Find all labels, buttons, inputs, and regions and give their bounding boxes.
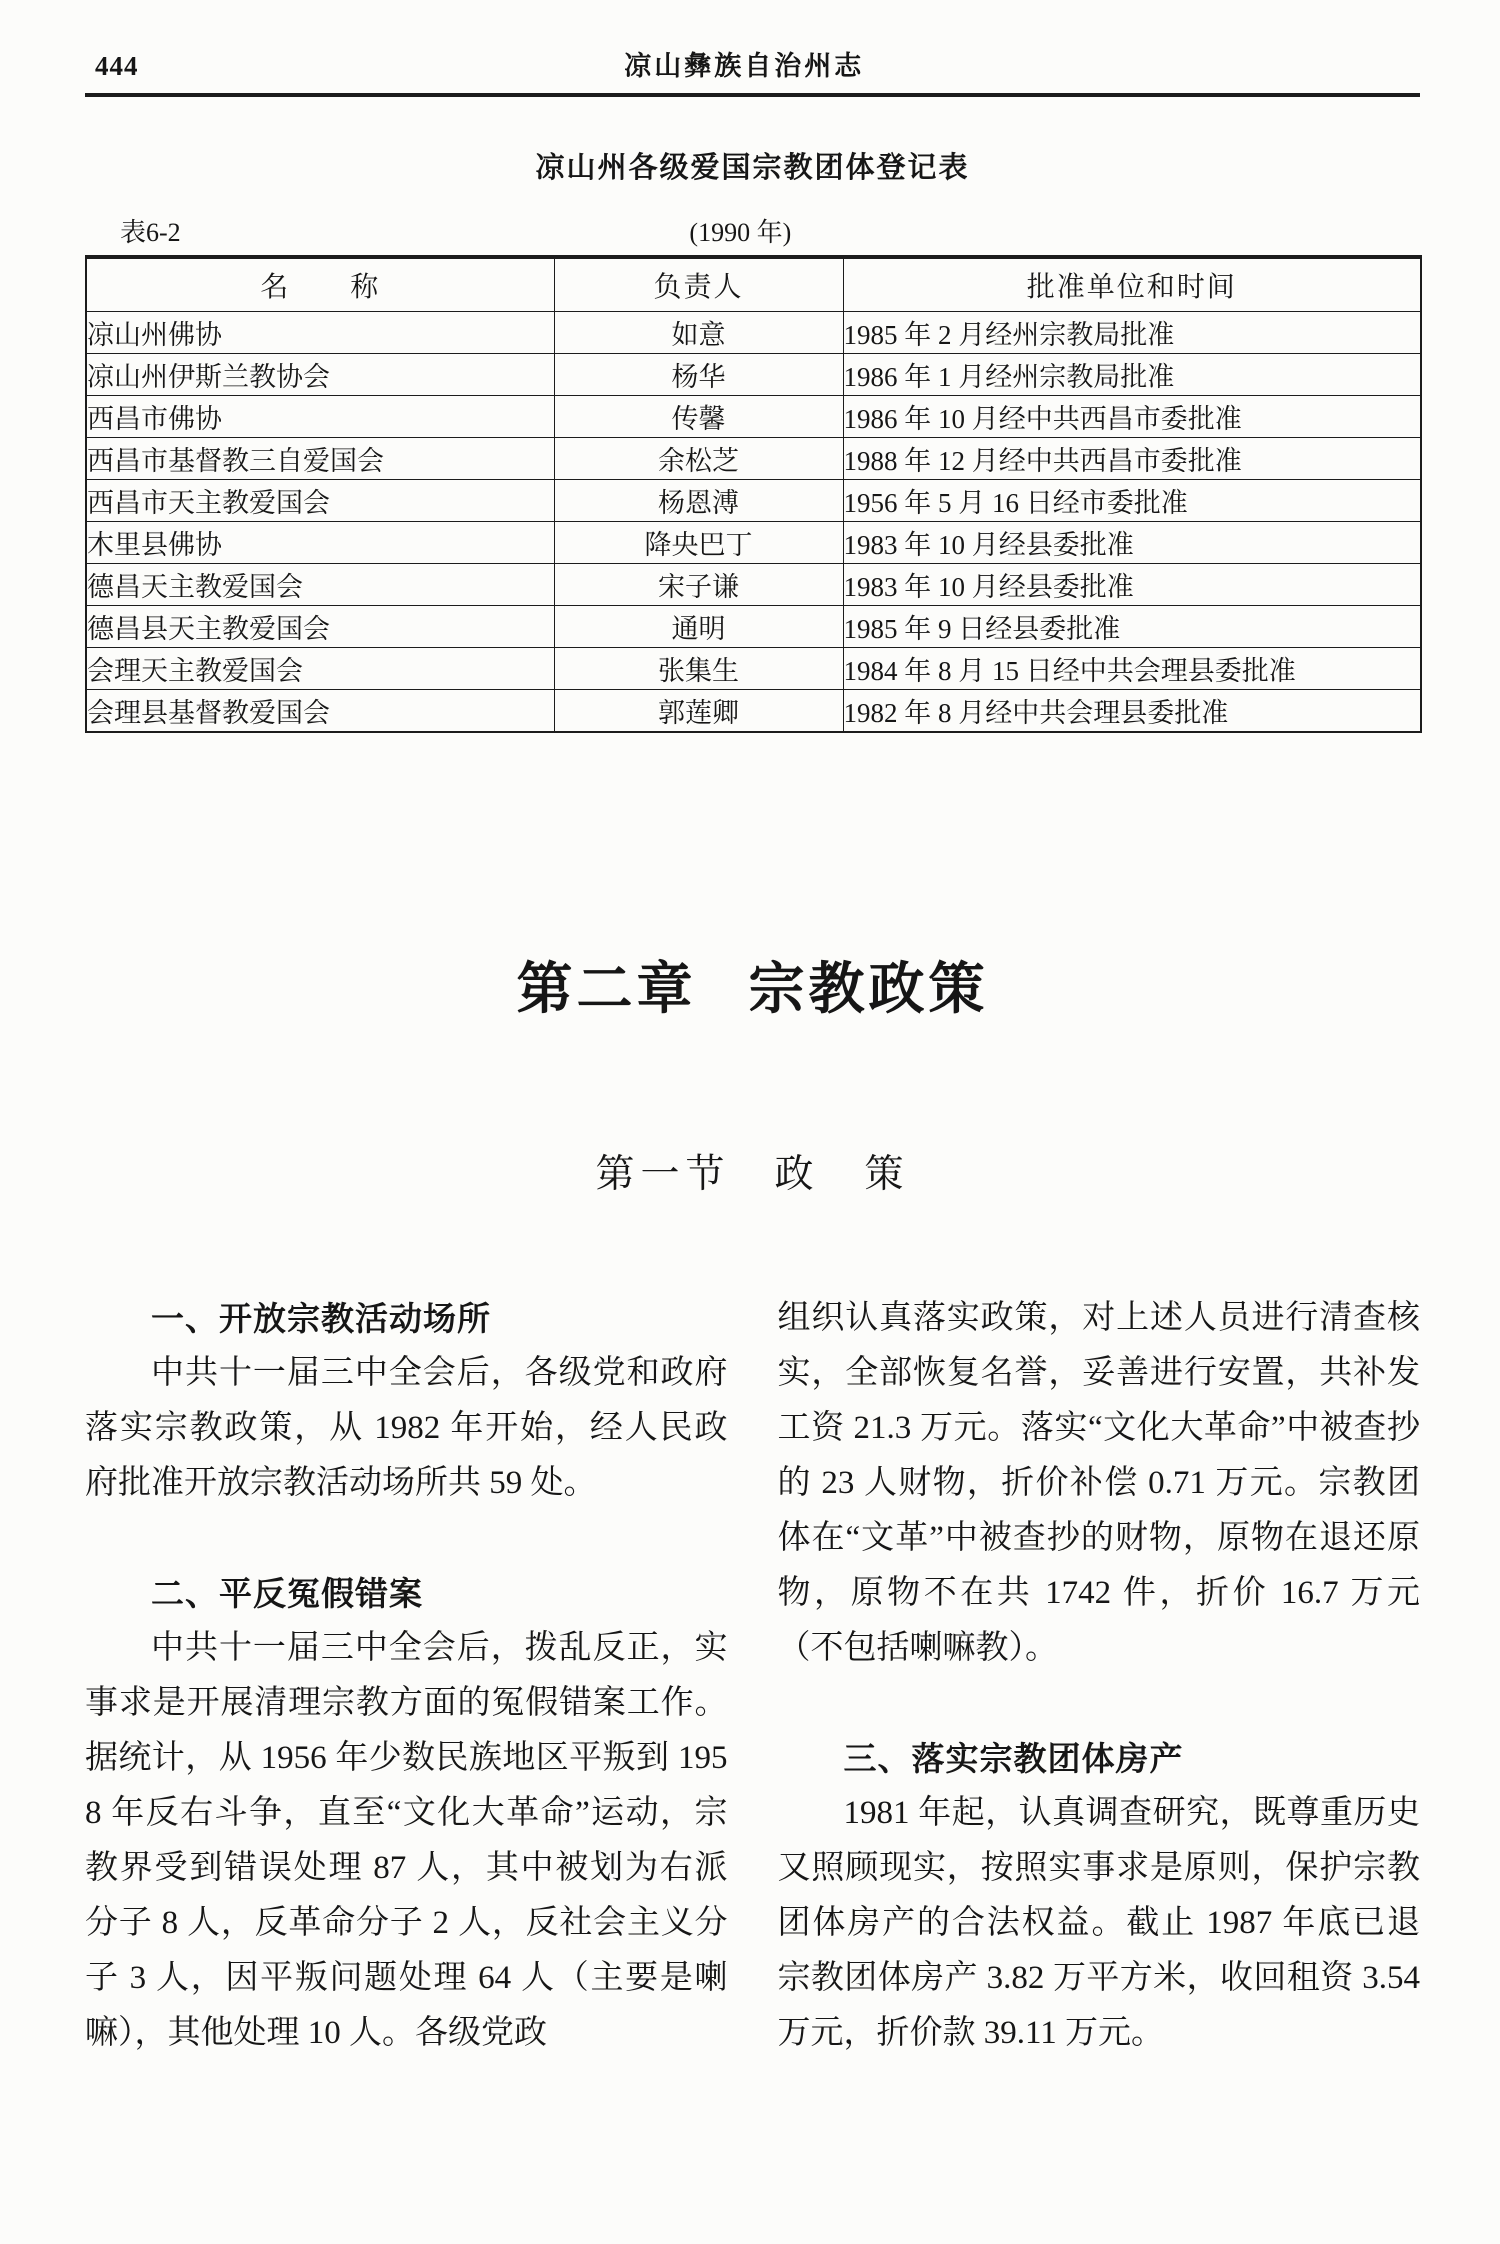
org-head: 张集生 bbox=[554, 648, 843, 690]
org-name: 凉山州佛协 bbox=[86, 312, 554, 354]
table-row bbox=[86, 690, 1421, 733]
paragraph-2-continued: 组织认真落实政策，对上述人员进行清查核实，全部恢复名誉，妥善进行安置，共补发工资 21.3 万元。落实“文化大革命”中被查抄的 23 人财物，折价补偿 0.71 万元。宗教团体在“文革”中被查抄的财物，原物在退还原物，原物不在共 1742 件，折价 16.7 万元（不包括喇嘛教）。 bbox=[777, 1300, 1420, 1666]
org-approval: 1986 年 1 月经州宗教局批准 bbox=[843, 354, 1421, 396]
table-meta bbox=[85, 212, 1420, 249]
subsection-heading-1: 一、开放宗教活动场所 bbox=[151, 1300, 491, 1337]
table-label: 表6-2 bbox=[120, 218, 181, 247]
org-name: 西昌市佛协 bbox=[86, 396, 554, 438]
org-approval: 1986 年 10 月经中共西昌市委批准 bbox=[843, 396, 1421, 438]
table-header-row bbox=[86, 257, 1421, 312]
org-name: 木里县佛协 bbox=[86, 522, 554, 564]
table-row bbox=[86, 354, 1421, 396]
org-head: 通明 bbox=[554, 606, 843, 648]
registration-table bbox=[85, 255, 1422, 733]
org-head: 降央巴丁 bbox=[554, 522, 843, 564]
section-heading bbox=[85, 1143, 1420, 1199]
table-row bbox=[86, 648, 1421, 690]
right-column bbox=[778, 1291, 1421, 2061]
paragraph-2: 中共十一届三中全会后，拨乱反正，实事求是开展清理宗教方面的冤假错案工作。据统计，从 1956 年少数民族地区平叛到 1958 年反右斗争，直至“文化大革命”运动，宗教界受到错误处理 87 人，其中被划为右派分子 8 人，反革命分子 2 人，反社会主义分子 3 人，因平叛问题处理 64 人（主要是喇嘛），其他处理 10 人。各级党政 bbox=[85, 1630, 728, 2051]
article-body bbox=[85, 1291, 1420, 2061]
org-name: 德昌天主教爱国会 bbox=[86, 564, 554, 606]
table-title: 凉山州各级爱国宗教团体登记表 bbox=[535, 152, 970, 184]
org-approval: 1983 年 10 月经县委批准 bbox=[843, 564, 1421, 606]
org-name: 会理县基督教爱国会 bbox=[86, 690, 554, 733]
org-approval: 1988 年 12 月经中共西昌市委批准 bbox=[843, 438, 1421, 480]
org-approval: 1956 年 5 月 16 日经市委批准 bbox=[843, 480, 1421, 522]
subsection-heading-2: 二、平反冤假错案 bbox=[151, 1575, 423, 1612]
org-name: 德昌县天主教爱国会 bbox=[86, 606, 554, 648]
table-row bbox=[86, 606, 1421, 648]
org-head: 传馨 bbox=[554, 396, 843, 438]
org-head: 如意 bbox=[554, 312, 843, 354]
table-row bbox=[86, 480, 1421, 522]
paragraph-3: 1981 年起，认真调查研究，既尊重历史又照顾现实，按照实事求是原则，保护宗教团体房产的合法权益。截止 1987 年底已退宗教团体房产 3.82 万平方米，收回租资 3.54 万元，折价款 39.11 万元。 bbox=[777, 1795, 1420, 2051]
paragraph-1: 中共十一届三中全会后，各级党和政府落实宗教政策，从 1982 年开始，经人民政府批准开放宗教活动场所共 59 处。 bbox=[85, 1355, 728, 1501]
org-name: 会理天主教爱国会 bbox=[86, 648, 554, 690]
table-row bbox=[86, 522, 1421, 564]
org-name: 西昌市天主教爱国会 bbox=[86, 480, 554, 522]
org-approval: 1982 年 8 月经中共会理县委批准 bbox=[843, 690, 1421, 733]
column-header-head: 负责人 bbox=[554, 257, 843, 312]
left-column bbox=[85, 1291, 728, 2061]
book-title: 凉山彝族自治州志 bbox=[624, 51, 865, 81]
org-head: 杨恩溥 bbox=[554, 480, 843, 522]
org-approval: 1983 年 10 月经县委批准 bbox=[843, 522, 1421, 564]
org-approval: 1985 年 9 日经县委批准 bbox=[843, 606, 1421, 648]
table-row bbox=[86, 396, 1421, 438]
running-header bbox=[85, 44, 1420, 97]
org-head: 郭莲卿 bbox=[554, 690, 843, 733]
table-year-note: (1990 年) bbox=[689, 218, 792, 247]
chapter-heading bbox=[85, 945, 1420, 1025]
org-head: 余松芝 bbox=[554, 438, 843, 480]
column-header-approval: 批准单位和时间 bbox=[843, 257, 1421, 312]
column-header-name: 名 称 bbox=[86, 257, 554, 312]
table-row bbox=[86, 312, 1421, 354]
org-name: 西昌市基督教三自爱国会 bbox=[86, 438, 554, 480]
org-name: 凉山州伊斯兰教协会 bbox=[86, 354, 554, 396]
org-head: 杨华 bbox=[554, 354, 843, 396]
org-approval: 1984 年 8 月 15 日经中共会理县委批准 bbox=[843, 648, 1421, 690]
page-number: 444 bbox=[95, 51, 139, 81]
org-head: 宋子谦 bbox=[554, 564, 843, 606]
org-approval: 1985 年 2 月经州宗教局批准 bbox=[843, 312, 1421, 354]
table-row bbox=[86, 564, 1421, 606]
section-number: 第一节 bbox=[595, 1152, 731, 1197]
section-title: 政 策 bbox=[774, 1152, 910, 1197]
table-row bbox=[86, 438, 1421, 480]
chapter-number: 第二章 bbox=[516, 957, 697, 1020]
subsection-heading-3: 三、落实宗教团体房产 bbox=[843, 1740, 1184, 1777]
chapter-title: 宗教政策 bbox=[748, 957, 989, 1020]
